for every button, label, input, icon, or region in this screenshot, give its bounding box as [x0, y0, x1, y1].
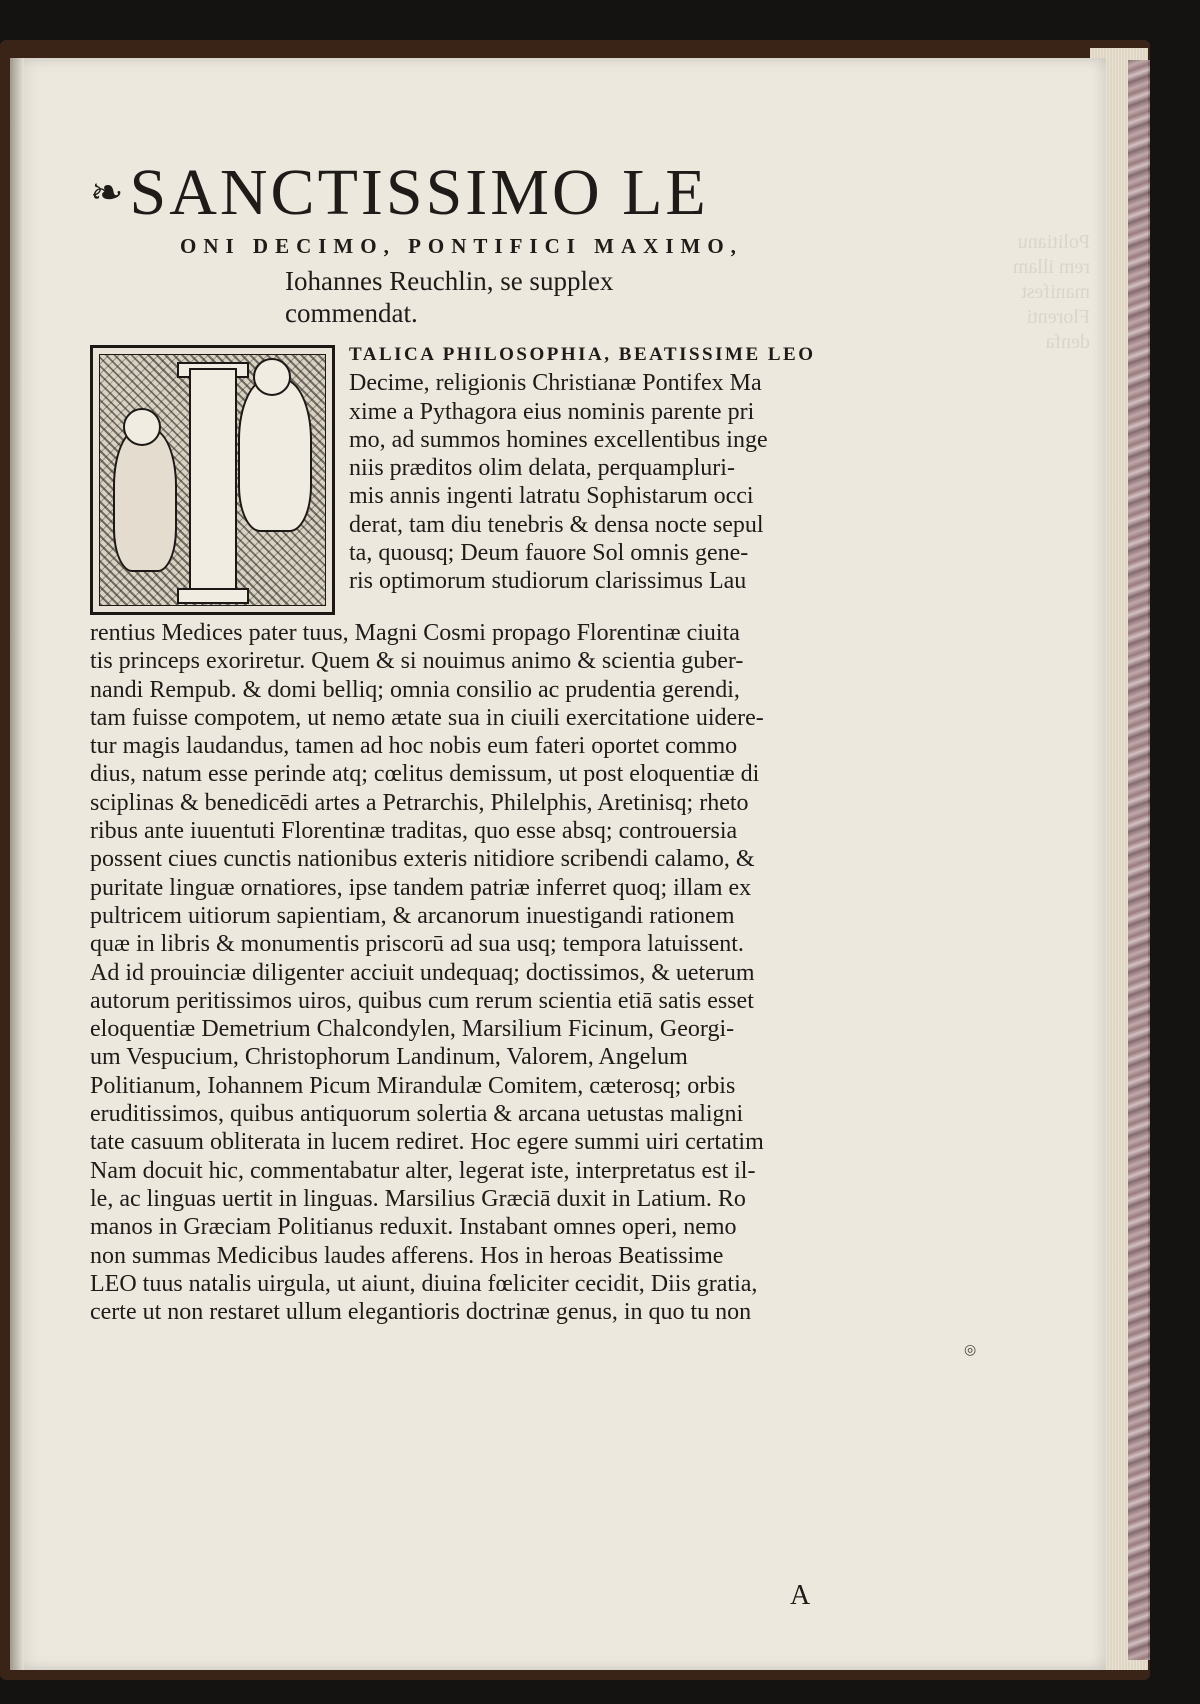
page-title: SANCTISSIMO LE: [129, 155, 709, 229]
signature-mark: A: [790, 1580, 811, 1611]
text-line: pultricem uitiorum sapientiam, & arcanorum inuestigandi rationem: [90, 902, 735, 929]
text-line: le, ac linguas uertit in linguas. Marsilius Græciā duxit in Latium. Ro: [90, 1185, 746, 1212]
text-line: nandi Rempub. & domi belliq; omnia consilio ac prudentia gerendi,: [90, 676, 740, 703]
text-line: um Vespucium, Christophorum Landinum, Valorem, Angelum: [90, 1044, 688, 1071]
text-line: Nam docuit hic, commentabatur alter, legerat iste, interpretatus est il-: [90, 1157, 756, 1184]
text-line: dius, natum esse perinde atq; cœlitus demissum, ut post eloquentiæ di: [90, 761, 760, 788]
show-through-text: Politianu rem illam manifest Florenti denfa: [1012, 231, 1090, 353]
dedication-line: Iohannes Reuchlin, se supplex commendat.: [285, 266, 614, 328]
title-row: [90, 155, 900, 230]
text-line: manos in Græciam Politianus reduxit. Instabant omnes operi, nemo: [90, 1214, 737, 1241]
text-line: niis præditos olim delata, perquampluri-: [349, 455, 735, 482]
decorated-initial-illustration: [90, 345, 335, 615]
text-line: certe ut non restaret ullum elegantioris doctrinæ genus, in quo tu non: [90, 1299, 752, 1326]
text-line: xime a Pythagora eius nominis parente pri: [349, 398, 755, 425]
text-line: Decime, religionis Christianæ Pontifex Ma: [349, 370, 762, 397]
text-line: tam fuisse compotem, ut nemo ætate sua in ciuili exercitatione uidere-: [90, 704, 764, 731]
text-line: mis annis ingenti latratu Sophistarum occi: [349, 483, 754, 510]
text-line: tur magis laudandus, tamen ad hoc nobis eum fateri oportet commo: [90, 733, 738, 760]
page-gutter: [10, 58, 24, 1670]
text-line: sciplinas & benedicēdi artes a Petrarchis, Philelphis, Aretinisq; rheto: [90, 789, 749, 816]
marbled-edge: [1128, 60, 1150, 1660]
text-line: mo, ad summos homines excellentibus inge: [349, 426, 768, 453]
text-line: autorum peritissimos uiros, quibus cum rerum scientia etiā satis esset: [90, 987, 754, 1014]
text-line: Ad id prouinciæ diligenter acciuit undequaq; doctissimos, & ueterum: [90, 959, 755, 986]
text-line: eruditissimos, quibus antiquorum solertia & arcana uetustas maligni: [90, 1101, 744, 1128]
text-line: tate casuum obliterata in lucem rediret. Hoc egere summi uiri certatim: [90, 1129, 764, 1156]
text-line: derat, tam diu tenebris & densa nocte sepul: [349, 511, 764, 538]
text-line: LEO tuus natalis uirgula, ut aiunt, diuina fœliciter cecidit, Diis gratia,: [90, 1270, 758, 1297]
page-subtitle: ONI DECIMO, PONTIFICI MAXIMO,: [180, 234, 743, 258]
text-line: quæ in libris & monumentis priscorū ad sua usq; tempora latuissent.: [90, 931, 744, 958]
text-line: Politianum, Iohannem Picum Mirandulæ Comitem, cæterosq; orbis: [90, 1072, 736, 1099]
margin-dot-icon: ◎: [964, 1343, 977, 1358]
fleuron-icon: ❧: [90, 170, 124, 215]
text-line: rentius Medices pater tuus, Magni Cosmi propago Florentinæ ciuita: [90, 620, 740, 646]
text-line: possent ciues cunctis nationibus exteris nitidiore scribendi calamo, &: [90, 846, 755, 873]
text-line: puritate linguæ ornatiores, ipse tandem patriæ inferret quoq; illam ex: [90, 874, 752, 901]
text-line: ribus ante iuuentuti Florentinæ traditas, quo esse absq; controuersia: [90, 818, 738, 845]
text-line: ris optimorum studiorum clarissimus Lau: [349, 568, 747, 595]
text-line: eloquentiæ Demetrium Chalcondylen, Marsilium Ficinum, Georgi-: [90, 1016, 735, 1043]
text-line: TALICA PHILOSOPHIA, BEATISSIME LEO: [349, 344, 816, 365]
text-line: non summas Medicibus laudes afferens. Hos in heroas Beatissime: [90, 1242, 724, 1269]
body-text: [90, 341, 900, 1326]
paragraph-full-width: [90, 619, 900, 1326]
page-content: [90, 155, 977, 1611]
text-line: ta, quousq; Deum fauore Sol omnis gene-: [349, 540, 749, 567]
text-line: tis princeps exoriretur. Quem & si nouimus animo & scientia guber-: [90, 648, 744, 675]
